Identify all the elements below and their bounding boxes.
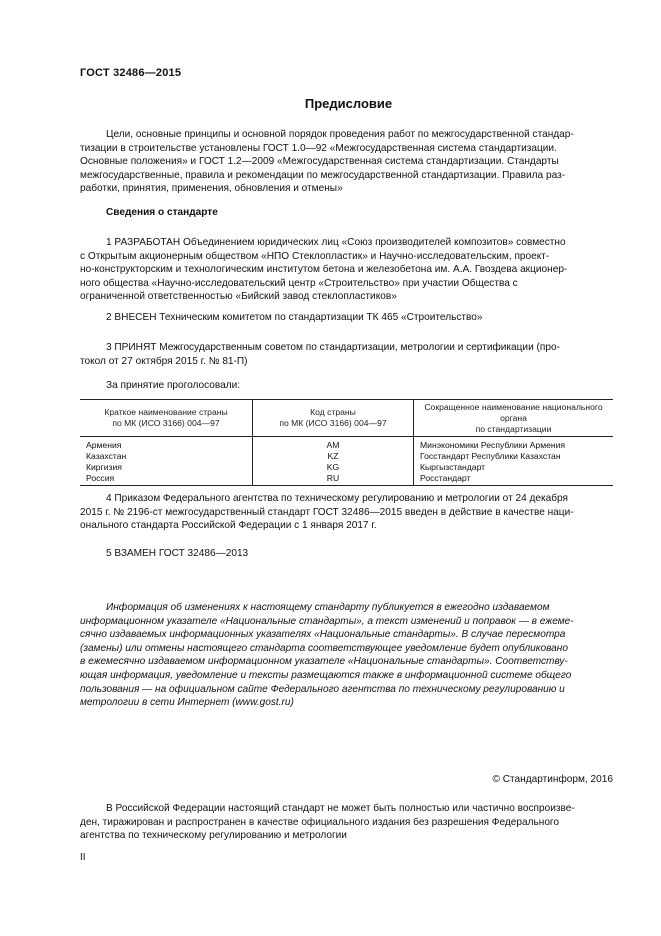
item-developed bbox=[80, 236, 613, 304]
intro-line: Цели, основные принципы и основной порядок проведения работ по межгосударственной стандар- bbox=[106, 129, 574, 140]
intro-paragraph bbox=[80, 128, 613, 196]
item-line: ного общества «Научно-исследовательский центр «Строительство» при участии Общества с bbox=[80, 277, 518, 289]
column-header-body bbox=[414, 400, 614, 437]
body-cell: Кыргызстандарт bbox=[414, 462, 614, 473]
item-line: 2015 г. № 2196-ст межгосударственный стандарт ГОСТ 32486—2015 введен в действие в качестве наци- bbox=[80, 506, 574, 518]
rights-line: В Российской Федерации настоящий стандарт не может быть полностью или частично воспроизве- bbox=[106, 803, 575, 814]
code-cell: RU bbox=[253, 473, 414, 486]
item-line: 1 РАЗРАБОТАН Объединением юридических лиц «Союз производителей композитов» совместно bbox=[106, 237, 566, 248]
column-header-code bbox=[253, 400, 414, 437]
item-line: токол от 27 октября 2015 г. № 81-П) bbox=[80, 355, 248, 367]
table-row bbox=[80, 451, 613, 462]
code-cell: KG bbox=[253, 462, 414, 473]
info-line: Информация об изменениях к настоящему стандарту публикуется в ежегодно издаваемом bbox=[106, 602, 550, 613]
table-row bbox=[80, 473, 613, 486]
table-header-row bbox=[80, 400, 613, 437]
item-line: 3 ПРИНЯТ Межгосударственным советом по стандартизации, метрологии и сертификации (про- bbox=[106, 342, 560, 353]
item-line: ограниченной ответственностью «Бийский завод стеклопластиков» bbox=[80, 291, 397, 303]
rights-paragraph bbox=[80, 802, 613, 843]
body-cell: Росстандарт bbox=[414, 473, 614, 486]
country-cell: Казахстан bbox=[86, 451, 127, 461]
country-cell: Киргизия bbox=[86, 462, 122, 472]
item-line: онального стандарта Российской Федерации с 1 января 2017 г. bbox=[80, 520, 377, 532]
page-number: II bbox=[80, 852, 86, 863]
code-cell: KZ bbox=[253, 451, 414, 462]
header-line: Код страны bbox=[310, 407, 356, 417]
copyright-notice: © Стандартинформ, 2016 bbox=[492, 774, 613, 785]
intro-line: Основные положения» и ГОСТ 1.2—2009 «Межгосударственная система стандартизации. Стандарты bbox=[80, 156, 559, 168]
section-heading: Сведения о стандарте bbox=[106, 207, 218, 218]
changes-info-paragraph bbox=[80, 601, 613, 710]
page-title: Предисловие bbox=[304, 96, 393, 111]
item-introduced: 2 ВНЕСЕН Техническим комитетом по стандартизации ТК 465 «Строительство» bbox=[106, 312, 483, 323]
item-line: но-конструкторским и технологическим институтом бетона и железобетона им. А.А. Гвоздева акционер- bbox=[80, 264, 568, 276]
info-line: ющая информация, уведомление и тексты размещаются также в информационной системе общего bbox=[80, 669, 572, 681]
header-line: по стандартизации bbox=[475, 423, 552, 434]
table-row bbox=[80, 437, 613, 452]
header-line: Сокращенное наименование национального органа bbox=[424, 401, 603, 423]
intro-line: межгосударственные, правила и рекомендации по межгосударственной стандартизации. Правила раз- bbox=[80, 169, 566, 181]
voting-table bbox=[80, 399, 613, 486]
info-line: в ежемесячно издаваемом информационном указателе «Национальные стандарты». Соответству- bbox=[80, 656, 568, 668]
table-row bbox=[80, 462, 613, 473]
intro-line: работки, принятия, применения, обновления и отмены» bbox=[80, 183, 343, 195]
rights-line: агентства по техническому регулированию и метрологии bbox=[80, 830, 347, 842]
country-cell: Россия bbox=[80, 473, 253, 486]
header-line: Краткое наименование страны bbox=[104, 407, 228, 417]
info-line: пользования — на официальном сайте Федерального агентства по техническому регулированию и bbox=[80, 683, 565, 695]
item-replaces: 5 ВЗАМЕН ГОСТ 32486—2013 bbox=[106, 548, 249, 559]
standard-header: ГОСТ 32486—2015 bbox=[80, 67, 182, 79]
item-line: с Открытым акционерным обществом «НПО Стеклопластик» и Научно-исследовательским, проект- bbox=[80, 250, 550, 262]
header-line: по МК (ИСО 3166) 004—97 bbox=[279, 418, 387, 428]
rights-line: ден, тиражирован и распространен в качестве официального издания без разрешения Федерального bbox=[80, 816, 560, 828]
item-adopted bbox=[80, 341, 613, 368]
info-line: метрологии в сети Интернет (www.gost.ru) bbox=[80, 697, 294, 709]
body-cell: Госстандарт Республики Казахстан bbox=[414, 451, 614, 462]
code-cell: AM bbox=[253, 437, 414, 452]
item-line: 4 Приказом Федерального агентства по техническому регулированию и метрологии от 24 декабря bbox=[106, 493, 569, 504]
column-header-country bbox=[80, 400, 253, 437]
info-line: сячно издаваемых информационных указателях «Национальные стандарты». В случае пересмотра bbox=[80, 629, 566, 641]
header-line: по МК (ИСО 3166) 004—97 bbox=[112, 418, 220, 428]
voted-label: За принятие проголосовали: bbox=[106, 380, 241, 391]
info-line: (замены) или отмены настоящего стандарта соответствующее уведомление будет опубликовано bbox=[80, 642, 568, 654]
body-cell: Минэкономики Республики Армения bbox=[414, 437, 614, 452]
country-cell: Армения bbox=[86, 440, 122, 450]
intro-line: тизации в строительстве установлены ГОСТ 1.0—92 «Межгосударственная система стандартизации. bbox=[80, 142, 557, 154]
item-enacted bbox=[80, 492, 613, 533]
info-line: информационном указателе «Национальные стандарты», а текст изменений и поправок — в ежеме- bbox=[80, 615, 574, 627]
